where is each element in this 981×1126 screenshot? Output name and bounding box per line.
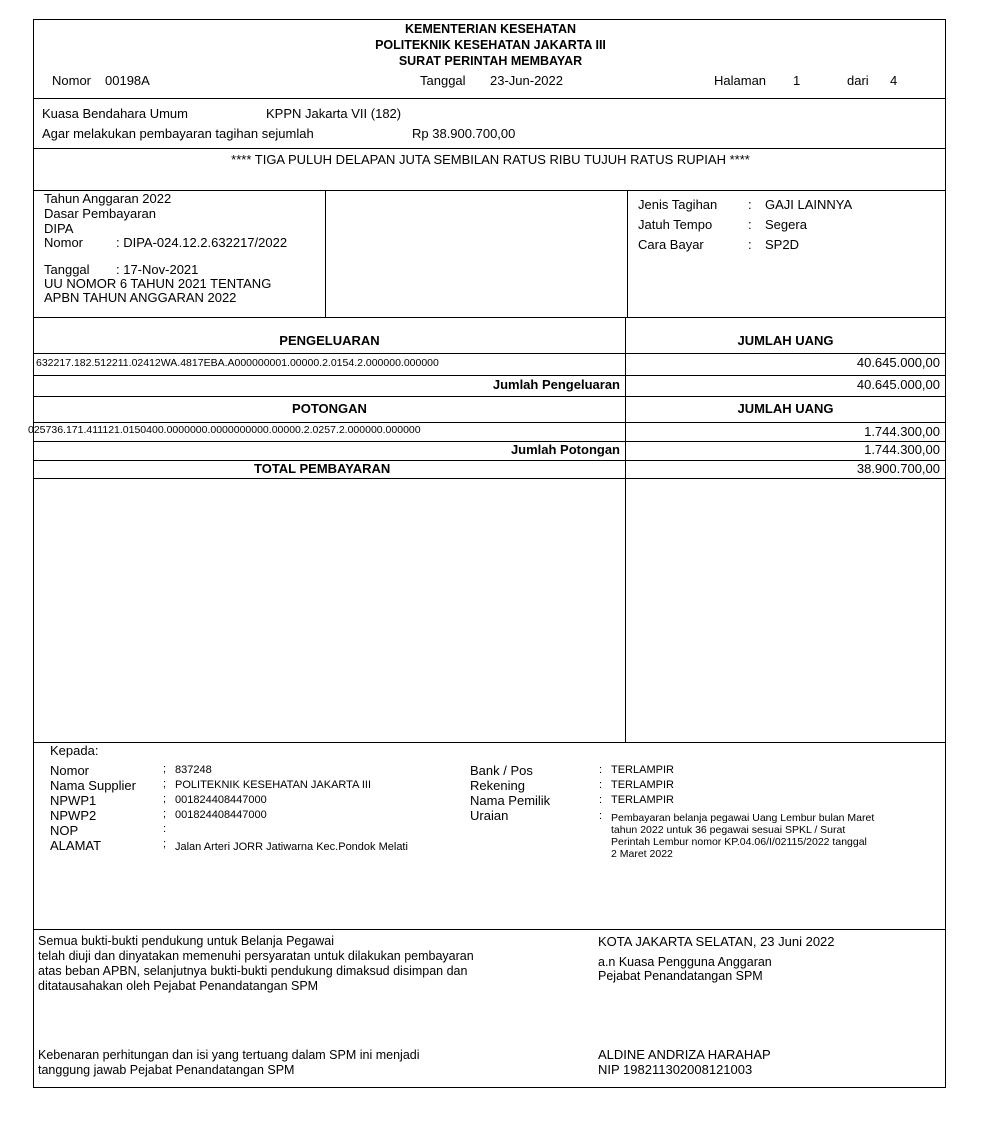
jumlah-potongan-label: Jumlah Potongan <box>510 442 620 457</box>
separator: : <box>748 217 752 232</box>
dari-label: dari <box>847 73 869 88</box>
pemilik-value: TERLAMPIR <box>611 794 674 806</box>
terbilang: **** TIGA PULUH DELAPAN JUTA SEMBILAN RATUS RIBU TUJUH RATUS RUPIAH **** <box>231 152 750 167</box>
divider <box>34 317 945 318</box>
pengeluaran-jumlah-header: JUMLAH UANG <box>737 333 834 348</box>
jumlah-pengeluaran-value: 40.645.000,00 <box>856 377 940 392</box>
divider <box>34 478 945 479</box>
total-pembayaran-label: TOTAL PEMBAYARAN <box>254 461 391 476</box>
bank-value: TERLAMPIR <box>611 764 674 776</box>
uraian-line3: Perintah Lembur nomor KP.04.06/I/02115/2022 tanggal <box>611 836 867 848</box>
divider <box>34 375 945 376</box>
separator: : <box>599 794 603 806</box>
column-divider <box>325 190 326 317</box>
nomor-value: 00198A <box>105 73 150 88</box>
tanggal-label: Tanggal <box>420 73 466 88</box>
uraian-line4: 2 Maret 2022 <box>611 848 673 860</box>
uraian-label: Uraian <box>470 808 509 823</box>
note-line2: telah diuji dan dinyatakan memenuhi persyaratan untuk dilakukan pembayaran <box>38 949 474 963</box>
separator: ; <box>163 838 167 850</box>
jenis-label: Jenis Tagihan <box>638 197 718 212</box>
npwp1-value: 001824408447000 <box>175 794 267 806</box>
separator: : <box>748 197 752 212</box>
separator: : <box>599 764 603 776</box>
kepada-title: Kepada: <box>50 743 99 758</box>
nop-label: NOP <box>50 823 79 838</box>
separator: : <box>599 779 603 791</box>
divider <box>34 353 945 354</box>
column-divider <box>627 190 628 317</box>
nomor-label: Nomor <box>52 73 92 88</box>
uraian-line1: Pembayaran belanja pegawai Uang Lembur bulan Maret <box>611 812 875 824</box>
an-kuasa: a.n Kuasa Pengguna Anggaran <box>598 955 772 969</box>
divider <box>34 396 945 397</box>
supplier-label: Nama Supplier <box>50 778 136 793</box>
rekening-label: Rekening <box>470 778 525 793</box>
divider <box>34 422 945 423</box>
halaman-value: 1 <box>793 73 801 88</box>
potongan-jumlah-header: JUMLAH UANG <box>737 401 834 416</box>
place-date: KOTA JAKARTA SELATAN, 23 Juni 2022 <box>598 934 835 949</box>
institution-title: POLITEKNIK KESEHATAN JAKARTA III <box>375 38 606 52</box>
supplier-value: POLITEKNIK KESEHATAN JAKARTA III <box>175 779 372 791</box>
pengeluaran-header: PENGELUARAN <box>279 333 380 348</box>
separator: ; <box>163 763 167 775</box>
divider <box>34 148 945 149</box>
divider <box>34 742 945 743</box>
rekening-value: TERLAMPIR <box>611 779 674 791</box>
spm-document <box>28 19 946 1088</box>
separator: ; <box>163 778 167 790</box>
halaman-label: Halaman <box>714 73 767 88</box>
total-pembayaran-value: 38.900.700,00 <box>856 461 940 476</box>
signatory-name: ALDINE ANDRIZA HARAHAP <box>598 1047 771 1062</box>
uu-line2: APBN TAHUN ANGGARAN 2022 <box>44 290 237 305</box>
alamat-label: ALAMAT <box>50 838 102 853</box>
kuasa-value: KPPN Jakarta VII (182) <box>266 106 402 121</box>
jumlah-potongan-value: 1.744.300,00 <box>864 442 940 457</box>
uraian-line2: tahun 2022 untuk 36 pegawai sesuai SPKL / Surat <box>611 824 846 836</box>
jumlah-pengeluaran-label: Jumlah Pengeluaran <box>492 377 620 392</box>
separator: : <box>748 237 752 252</box>
kuasa-label: Kuasa Bendahara Umum <box>42 106 188 121</box>
cara-value: SP2D <box>765 237 799 252</box>
nomor-supplier-value: 837248 <box>175 764 212 776</box>
pengeluaran-code: 632217.182.512211.02412WA.4817EBA.A000000001.00000.2.0154.2.000000.000000 <box>36 357 439 369</box>
jabatan: Pejabat Penandatangan SPM <box>598 969 763 983</box>
separator: ; <box>163 808 167 820</box>
agar-label: Agar melakukan pembayaran tagihan sejumlah <box>42 126 314 141</box>
jatuh-value: Segera <box>765 217 807 232</box>
npwp2-value: 001824408447000 <box>175 809 267 821</box>
divider <box>34 929 945 930</box>
note-line1: Semua bukti-bukti pendukung untuk Belanja Pegawai <box>38 934 335 948</box>
dipa-tanggal-label: Tanggal <box>44 262 90 277</box>
potongan-header: POTONGAN <box>292 401 367 416</box>
kebenaran-line2: tanggung jawab Pejabat Penandatangan SPM <box>38 1063 295 1077</box>
separator: : <box>163 823 167 835</box>
nomor-supplier-label: Nomor <box>50 763 90 778</box>
dipa-label: DIPA <box>44 221 74 236</box>
divider <box>34 98 945 99</box>
npwp1-label: NPWP1 <box>50 793 97 808</box>
note-line4: ditatausahakan oleh Pejabat Penandatangan SPM <box>38 979 319 993</box>
signatory-nip: NIP 198211302008121003 <box>598 1062 753 1077</box>
cara-label: Cara Bayar <box>638 237 704 252</box>
bank-label: Bank / Pos <box>470 763 533 778</box>
note-line3: atas beban APBN, selanjutnya bukti-bukti pendukung dimaksud disimpan dan <box>38 964 468 978</box>
dari-value: 4 <box>890 73 898 88</box>
dipa-nomor-label: Nomor <box>44 235 84 250</box>
ministry-title: KEMENTERIAN KESEHATAN <box>404 22 577 36</box>
pemilik-label: Nama Pemilik <box>470 793 551 808</box>
uu-line1: UU NOMOR 6 TAHUN 2021 TENTANG <box>44 276 272 291</box>
jenis-value: GAJI LAINNYA <box>765 197 853 212</box>
dipa-nomor-value: : DIPA-024.12.2.632217/2022 <box>116 235 288 250</box>
jatuh-label: Jatuh Tempo <box>638 217 713 232</box>
separator: ; <box>163 793 167 805</box>
kebenaran-line1: Kebenaran perhitungan dan isi yang tertuang dalam SPM ini menjadi <box>38 1048 420 1062</box>
npwp2-label: NPWP2 <box>50 808 97 823</box>
tahun-anggaran: Tahun Anggaran 2022 <box>44 191 172 206</box>
tanggal-value: 23-Jun-2022 <box>490 73 563 88</box>
dasar-pembayaran: Dasar Pembayaran <box>44 206 156 221</box>
amount-value: Rp 38.900.700,00 <box>412 126 516 141</box>
alamat-value: Jalan Arteri JORR Jatiwarna Kec.Pondok Melati <box>175 841 408 853</box>
potongan-code: 025736.171.411121.0150400.0000000.0000000000.00000.2.0257.2.000000.000000 <box>28 424 421 436</box>
potongan-amount: 1.744.300,00 <box>864 424 940 439</box>
separator: : <box>599 810 603 822</box>
document-title: SURAT PERINTAH MEMBAYAR <box>398 54 583 68</box>
pengeluaran-amount: 40.645.000,00 <box>856 355 940 370</box>
dipa-tanggal-value: : 17-Nov-2021 <box>116 262 199 277</box>
